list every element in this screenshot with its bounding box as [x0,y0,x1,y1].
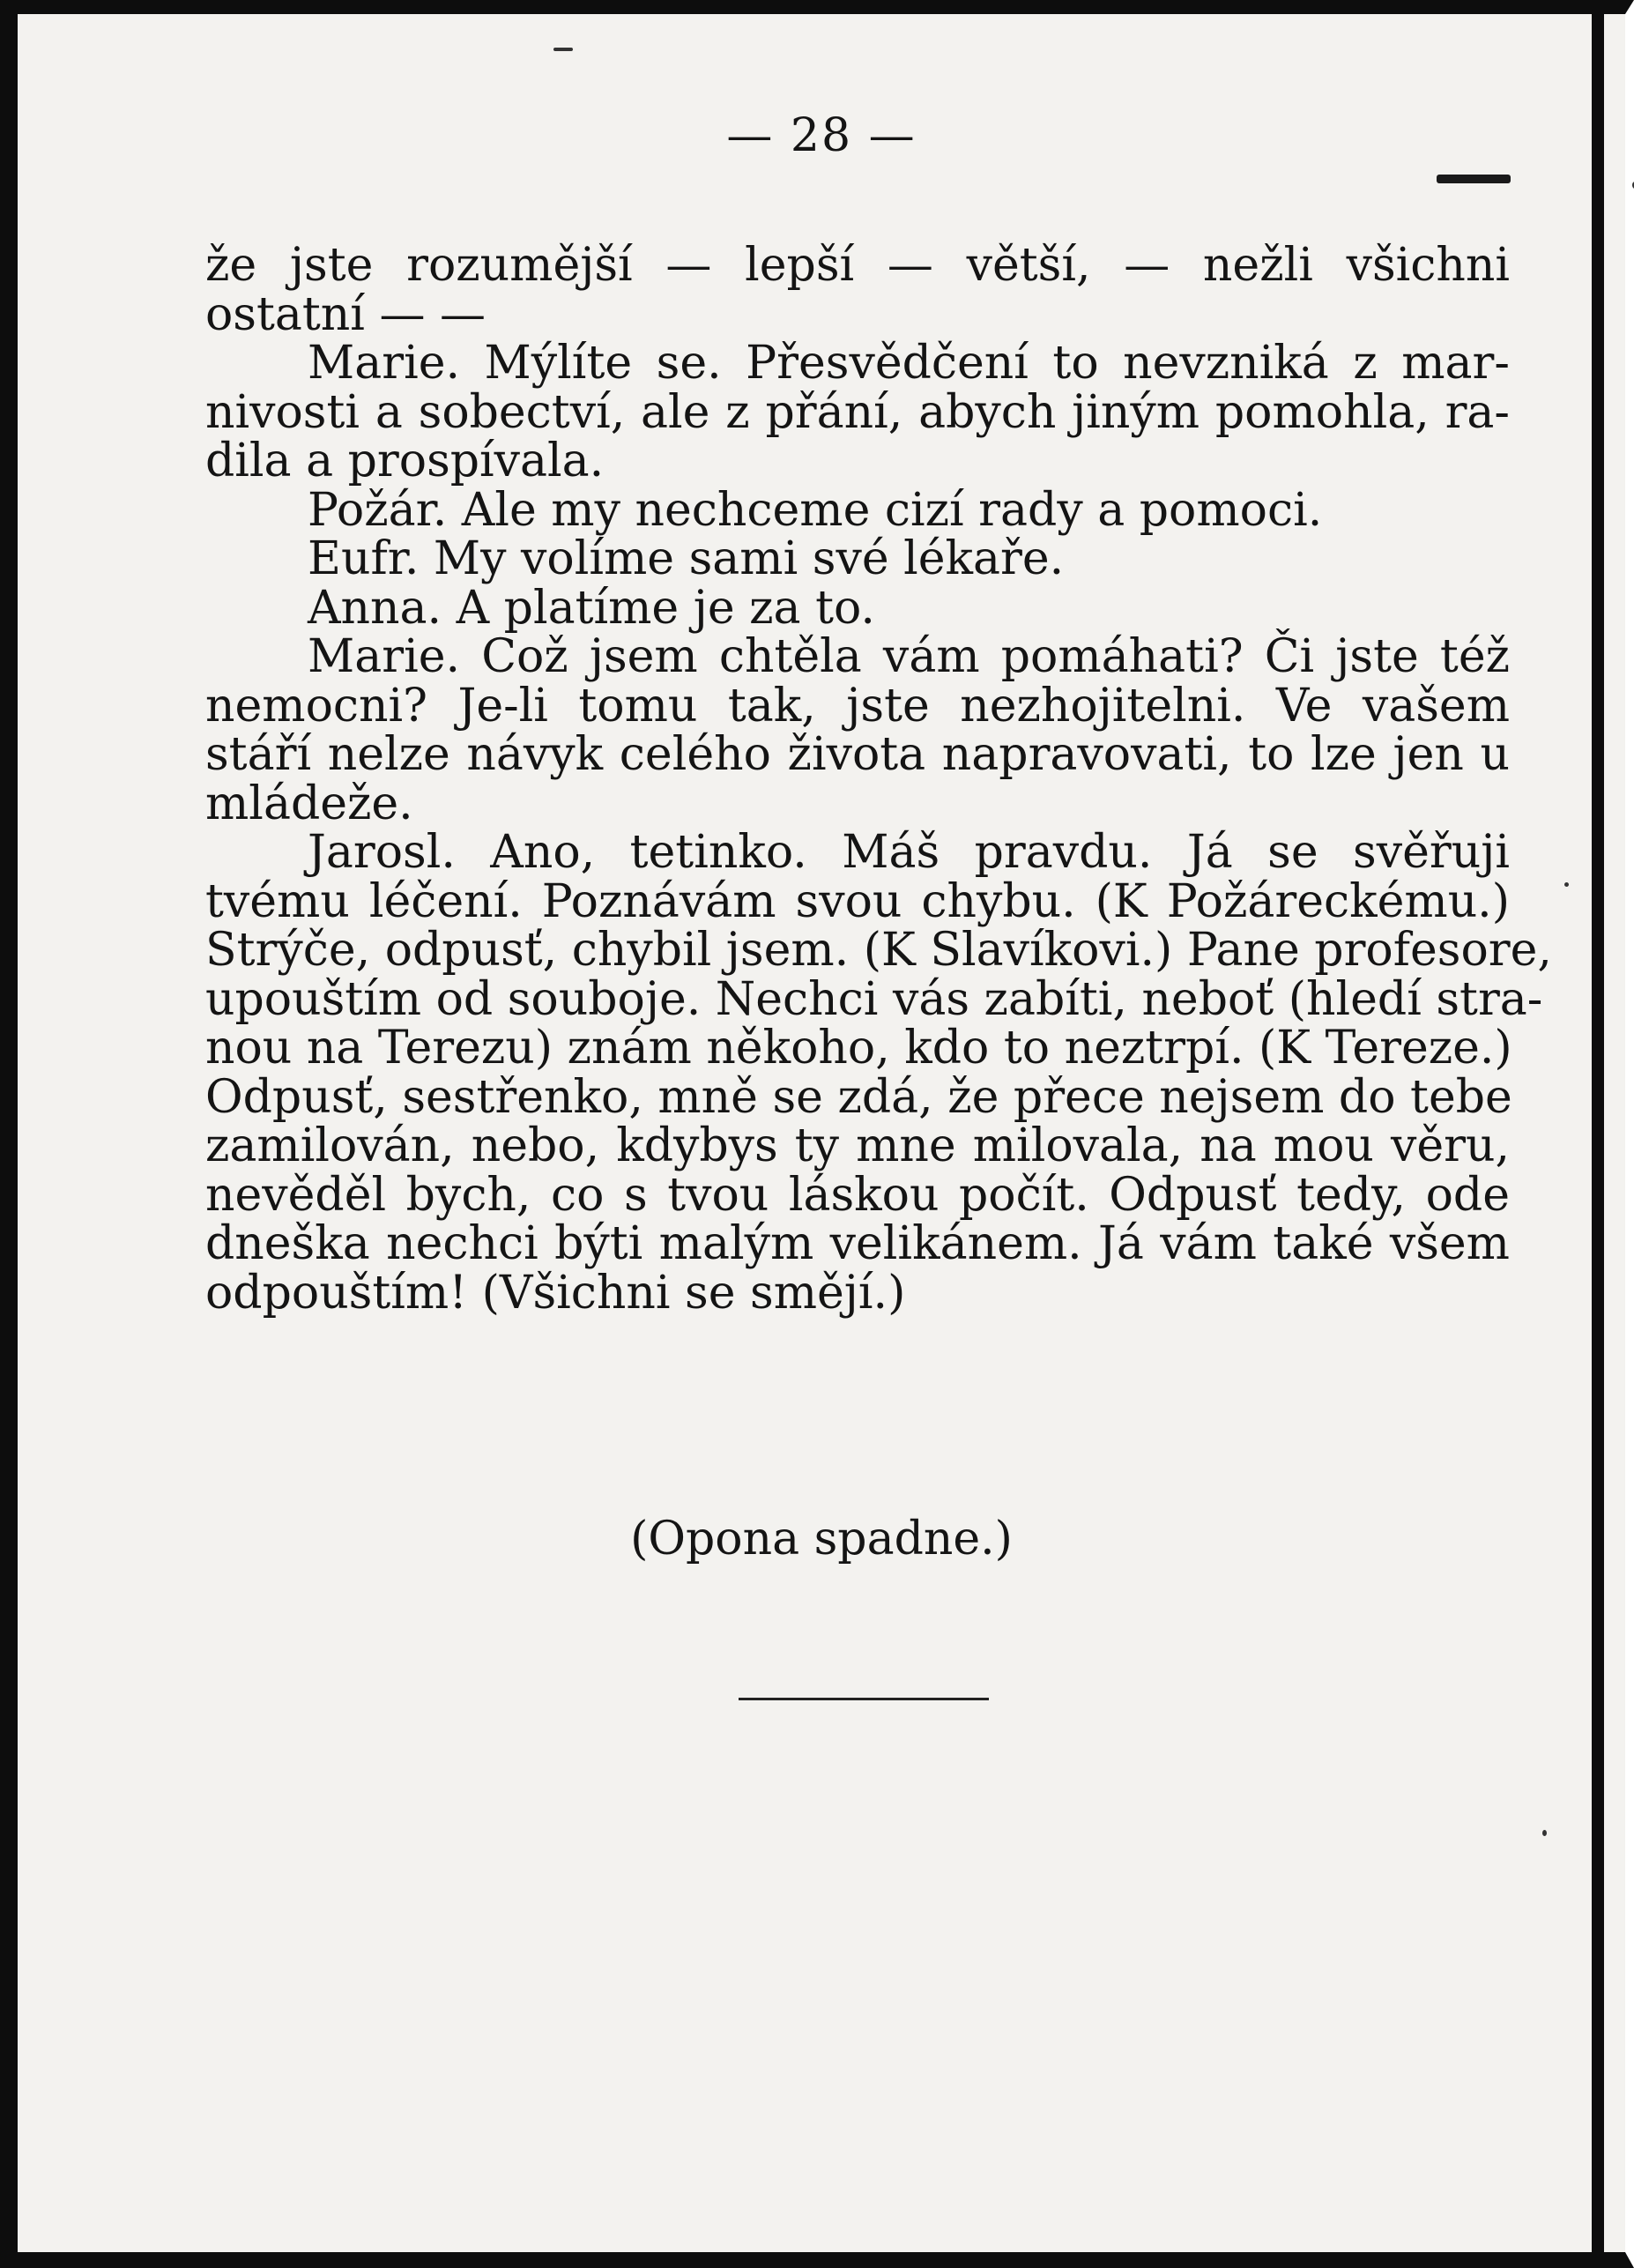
ink-mark [1437,175,1511,183]
text-line: Jarosl. Ano, tetinko. Máš pravdu. Já se svěřuji [308,826,1510,879]
text-line: dila a prospívala. [205,435,605,487]
text-line: Marie. Což jsem chtěla vám pomáhati? Či jste též [308,630,1510,683]
text-line: nou na Terezu) znám někoho, kdo to neztrpí. (K Tereze.) [205,1022,1512,1075]
page-speck [553,48,573,51]
text-line: Anna. A platíme je za to. [308,581,875,635]
text-line: Eufr. My volíme sami své lékaře. [308,532,1065,585]
text-line: upouštím od souboje. Nechci vás zabíti, neboť (hledí stra- [205,972,1543,1026]
text-line: Požár. Ale my nechceme cizí rady a pomoci. [308,483,1323,537]
page-speck [1542,1830,1547,1836]
page-speck [1564,882,1569,887]
end-rule [739,1698,989,1700]
text-line: že jste rozumější — lepší — větší, — nežli všichni [205,239,1510,292]
play-text [205,239,1552,1320]
text-line: odpouštím! (Všichni se smějí.) [205,1266,906,1320]
page-number: — 28 — [726,109,917,162]
text-line: Strýče, odpusť, chybil jsem. (K Slavíkovi.) Pane profesore, [205,924,1552,977]
text-line: Odpusť, sestřenko, mně se zdá, že přece nejsem do tebe [205,1070,1512,1124]
text-line: mládeže. [205,777,413,830]
text-line: Marie. Mýlíte se. Přesvědčení to nevzniká z mar- [308,337,1510,390]
page-edge-shadow [1592,14,1604,2252]
text-line: nemocni? Je-li tomu tak, jste nezhojitelni. Ve vašem [205,679,1510,732]
text-line: stáří nelze návyk celého života napravovati, to lze jen u [205,728,1510,781]
text-line: nevěděl bych, co s tvou láskou počít. Odpusť tedy, ode [205,1168,1510,1222]
text-line: ostatní — — [205,287,486,341]
text-line: dneška nechci býti malým velikánem. Já vám také všem [205,1217,1510,1270]
text-line: tvému léčení. Poznávám svou chybu. (K Požáreckému.) [205,874,1510,928]
text-line: nivosti a sobectví, ale z přání, abych jiným pomohla, ra- [205,385,1510,439]
closing-stage-direction: (Opona spadne.) [630,1513,1013,1565]
text-line: zamilován, nebo, kdybys ty mne milovala, na mou věru, [205,1119,1510,1172]
